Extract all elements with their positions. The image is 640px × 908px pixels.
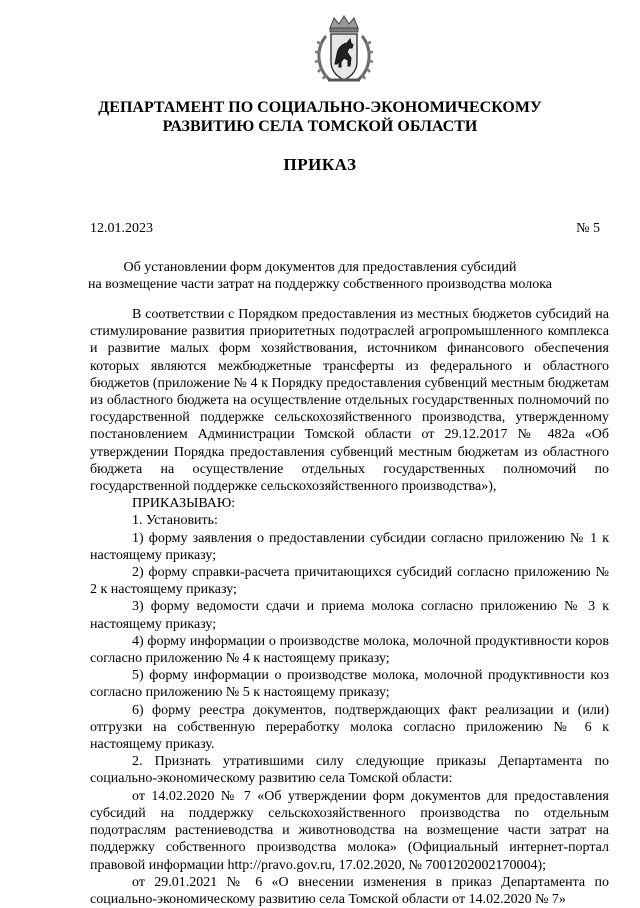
clause-1-item-2: 2) форму справки-расчета причитающихся субсидий согласно приложению № 2 к настоящему приказу; <box>90 565 609 598</box>
clause-1-item-6: 6) форму реестра документов, подтверждающих факт реализации и (или) отгрузки на собственную переработку молока согласно приложению № 6 к настоящему приказу. <box>90 702 609 753</box>
department-name-line2: РАЗВИТИЮ СЕЛА ТОМСКОЙ ОБЛАСТИ <box>162 118 478 135</box>
clause-1-heading: 1. Установить: <box>132 513 218 529</box>
clause-2-heading: 2. Признать утратившими силу следующие приказы Департамента по социально-экономическому развитию села Томской области: <box>90 754 609 787</box>
document-date: 12.01.2023 <box>90 221 153 236</box>
repealed-order-2: от 29.01.2021 № 6 «О внесении изменения в приказ Департамента по социально-экономическому развитию села Томской области от 14.02.2020 № 7» <box>90 874 609 907</box>
clause-1-item-5: 5) форму информации о производстве молока, молочной продуктивности коз согласно приложению № 5 к настоящему приказу; <box>90 668 609 701</box>
order-word: ПРИКАЗЫВАЮ: <box>132 496 236 512</box>
subject-line2: на возмещение части затрат на поддержку собственного производства молока <box>87 277 553 292</box>
subject-line1: Об установлении форм документов для предоставления субсидий <box>123 260 517 275</box>
document-type-title: ПРИКАЗ <box>283 155 357 174</box>
document-subject <box>70 259 570 293</box>
repealed-order-1: от 14.02.2020 № 7 «Об утверждении форм документов для предоставления субсидий на поддержку сельскохозяйственного производства по отдельным подотраслям растениеводства и животноводства на возмещение части затрат на поддержку собственного производства молока» (Официальный интернет-портал правовой информации http://pravo.gov.ru, 17.02.2020, № 7001202002170004); <box>90 788 609 873</box>
preamble-paragraph: В соответствии с Порядком предоставления из местных бюджетов субсидий на стимулирование развития приоритетных подотраслей агропромышленного комплекса и развитие малых форм хозяйствования, источником финансового обеспечения которых являются межбюджетные трансферты из федерального и областного бюджетов (приложение № 4 к Порядку предоставления субвенций местным бюджетам из областного бюджета на осуществление отдельных государственных полномочий по государственной поддержке сельскохозяйственного производства, утвержденному постановлением Администрации Томской области от 29.12.2017 № 482а «Об утверждении Порядка предоставления субвенций местным бюджетам из областного бюджета на осуществление отдельных государственных полномочий по государственной поддержке сельскохозяйственного производства»), <box>90 307 609 495</box>
clause-1-item-3: 3) форму ведомости сдачи и приема молока согласно приложению № 3 к настоящему приказу; <box>90 599 609 632</box>
department-name-line1: ДЕПАРТАМЕНТ ПО СОЦИАЛЬНО-ЭКОНОМИЧЕСКОМУ <box>98 99 542 116</box>
tomsk-region-coat-of-arms-icon <box>312 14 376 88</box>
department-name <box>0 98 640 136</box>
clause-1-item-4: 4) форму информации о производстве молока, молочной продуктивности коров согласно приложению № 4 к настоящему приказу; <box>90 633 609 667</box>
document-body <box>90 306 609 908</box>
document-number: № 5 <box>576 221 600 236</box>
clause-1-item-1: 1) форму заявления о предоставлении субсидии согласно приложению № 1 к настоящему приказу; <box>90 530 609 563</box>
